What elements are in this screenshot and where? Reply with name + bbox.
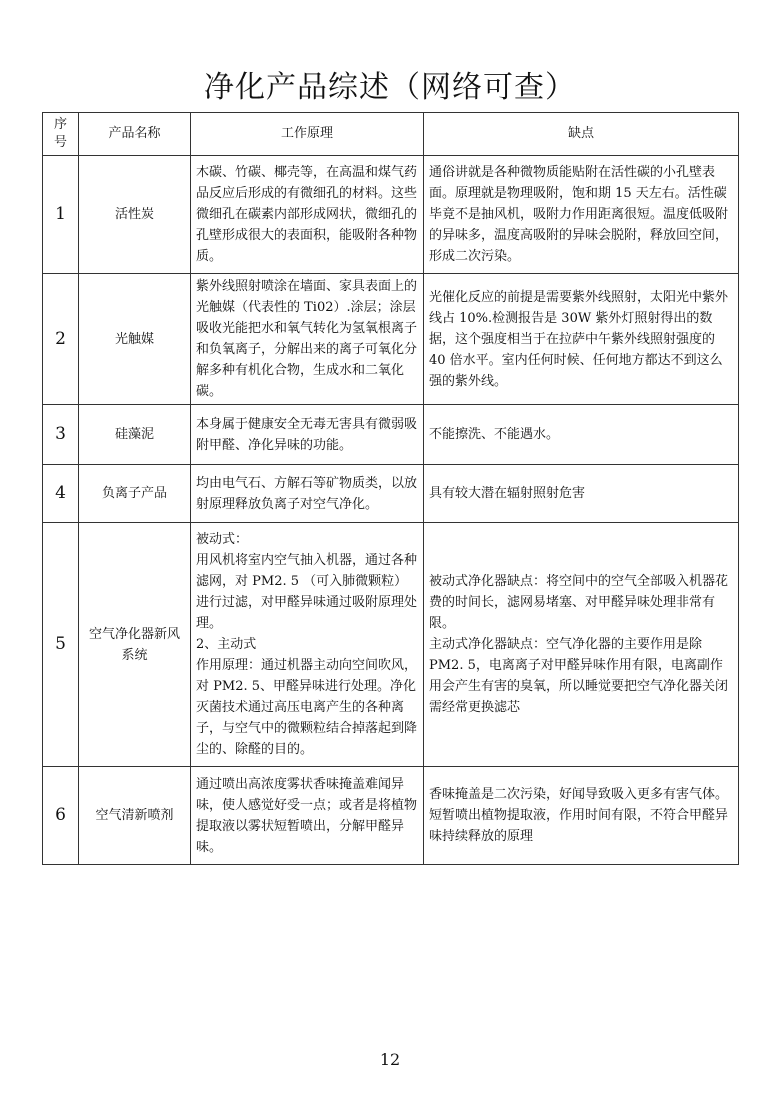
row-principle: 本身属于健康安全无毒无害具有微弱吸附甲醛、净化异味的功能。: [191, 405, 424, 465]
row-no: 3: [43, 405, 79, 465]
header-name: 产品名称: [79, 113, 191, 156]
principle-line: 作用原理：通过机器主动向空间吹风，对 PM2. 5、甲醛异味进行处理。净化灭菌技术通过高压电离产生的各种离子，与空气中的微颗粒结合掉落起到降尘的、除醛的目的。: [196, 658, 418, 757]
row-principle: [191, 523, 424, 767]
header-defect: 缺点: [424, 113, 739, 156]
principle-line: 2、主动式: [196, 637, 257, 652]
header-principle: 工作原理: [191, 113, 424, 156]
row-defect: 通俗讲就是各种微物质能贴附在活性碳的小孔壁表面。原理就是物理吸附，饱和期 15 天左右。活性碳毕竟不是抽风机，吸附力作用距离很短。温度低吸附的异味多，温度高吸附的异味会脱附，释放回空间，形成二次污染。: [424, 156, 739, 274]
defect-line: 需经常更换滤芯: [429, 700, 521, 715]
table-row: [43, 465, 739, 523]
table-row: [43, 274, 739, 405]
row-defect: [424, 523, 739, 767]
row-no: 2: [43, 274, 79, 405]
table-row: [43, 156, 739, 274]
row-no: 5: [43, 523, 79, 767]
principle-line: 用风机将室内空气抽入机器，通过各种滤网，对 PM2. 5 （可入肺微颗粒）进行过滤，对甲醛异味通过吸附原理处理。: [196, 553, 418, 631]
row-principle: 紫外线照射喷涂在墙面、家具表面上的光触媒（代表性的 Ti02）.涂层；涂层吸收光能把水和氧气转化为氢氧根离子和负氧离子，分解出来的离子可氧化分解多种有机化合物，生成水和二氧化碳。: [191, 274, 424, 405]
row-principle: 通过喷出高浓度雾状香味掩盖难闻异味，使人感觉好受一点；或者是将植物提取液以雾状短暂喷出，分解甲醛异味。: [191, 767, 424, 865]
row-name: 负离子产品: [79, 465, 191, 523]
defect-line: 被动式净化器缺点：将空间中的空气全部吸入机器花费的时间长，滤网易堵塞、对甲醛异味处理非常有限。: [429, 574, 729, 631]
row-name: 硅藻泥: [79, 405, 191, 465]
principle-line: 被动式：: [196, 532, 249, 547]
row-principle: 木碳、竹碳、椰壳等，在高温和煤气药品反应后形成的有微细孔的材料。这些微细孔在碳素内部形成网状，微细孔的孔壁形成很大的表面积，能吸附各种物质。: [191, 156, 424, 274]
table-header-row: [43, 113, 739, 156]
row-defect: 不能擦洗、不能遇水。: [424, 405, 739, 465]
product-table: [42, 112, 739, 865]
header-no: 序号: [43, 113, 79, 156]
page-number: 12: [379, 1050, 401, 1069]
table-row: [43, 405, 739, 465]
row-defect: 具有较大潜在辐射照射危害: [424, 465, 739, 523]
page-title: 净化产品综述（网络可查）: [204, 70, 576, 105]
row-defect: 香味掩盖是二次污染，好闻导致吸入更多有害气体。短暂喷出植物提取液，作用时间有限，不符合甲醛异味持续释放的原理: [424, 767, 739, 865]
row-no: 6: [43, 767, 79, 865]
row-name: 活性炭: [79, 156, 191, 274]
row-defect: 光催化反应的前提是需要紫外线照射，太阳光中紫外线占 10%.检测报告是 30W 紫外灯照射得出的数据，这个强度相当于在拉萨中午紫外线照射强度的 40 倍水平。室内任何时候、任何地方都达不到这么强的紫外线。: [424, 274, 739, 405]
defect-line: 主动式净化器缺点：空气净化器的主要作用是除 PM2. 5，电离离子对甲醛异味作用有限，电离副作用会产生有害的臭氧，所以睡觉要把空气净化器关闭: [429, 637, 729, 694]
row-no: 4: [43, 465, 79, 523]
row-principle: 均由电气石、方解石等矿物质类，以放射原理释放负离子对空气净化。: [191, 465, 424, 523]
row-no: 1: [43, 156, 79, 274]
table-row: [43, 523, 739, 767]
row-name: 空气净化器新风系统: [79, 523, 191, 767]
row-name: 空气清新喷剂: [79, 767, 191, 865]
table-row: [43, 767, 739, 865]
row-name: 光触媒: [79, 274, 191, 405]
